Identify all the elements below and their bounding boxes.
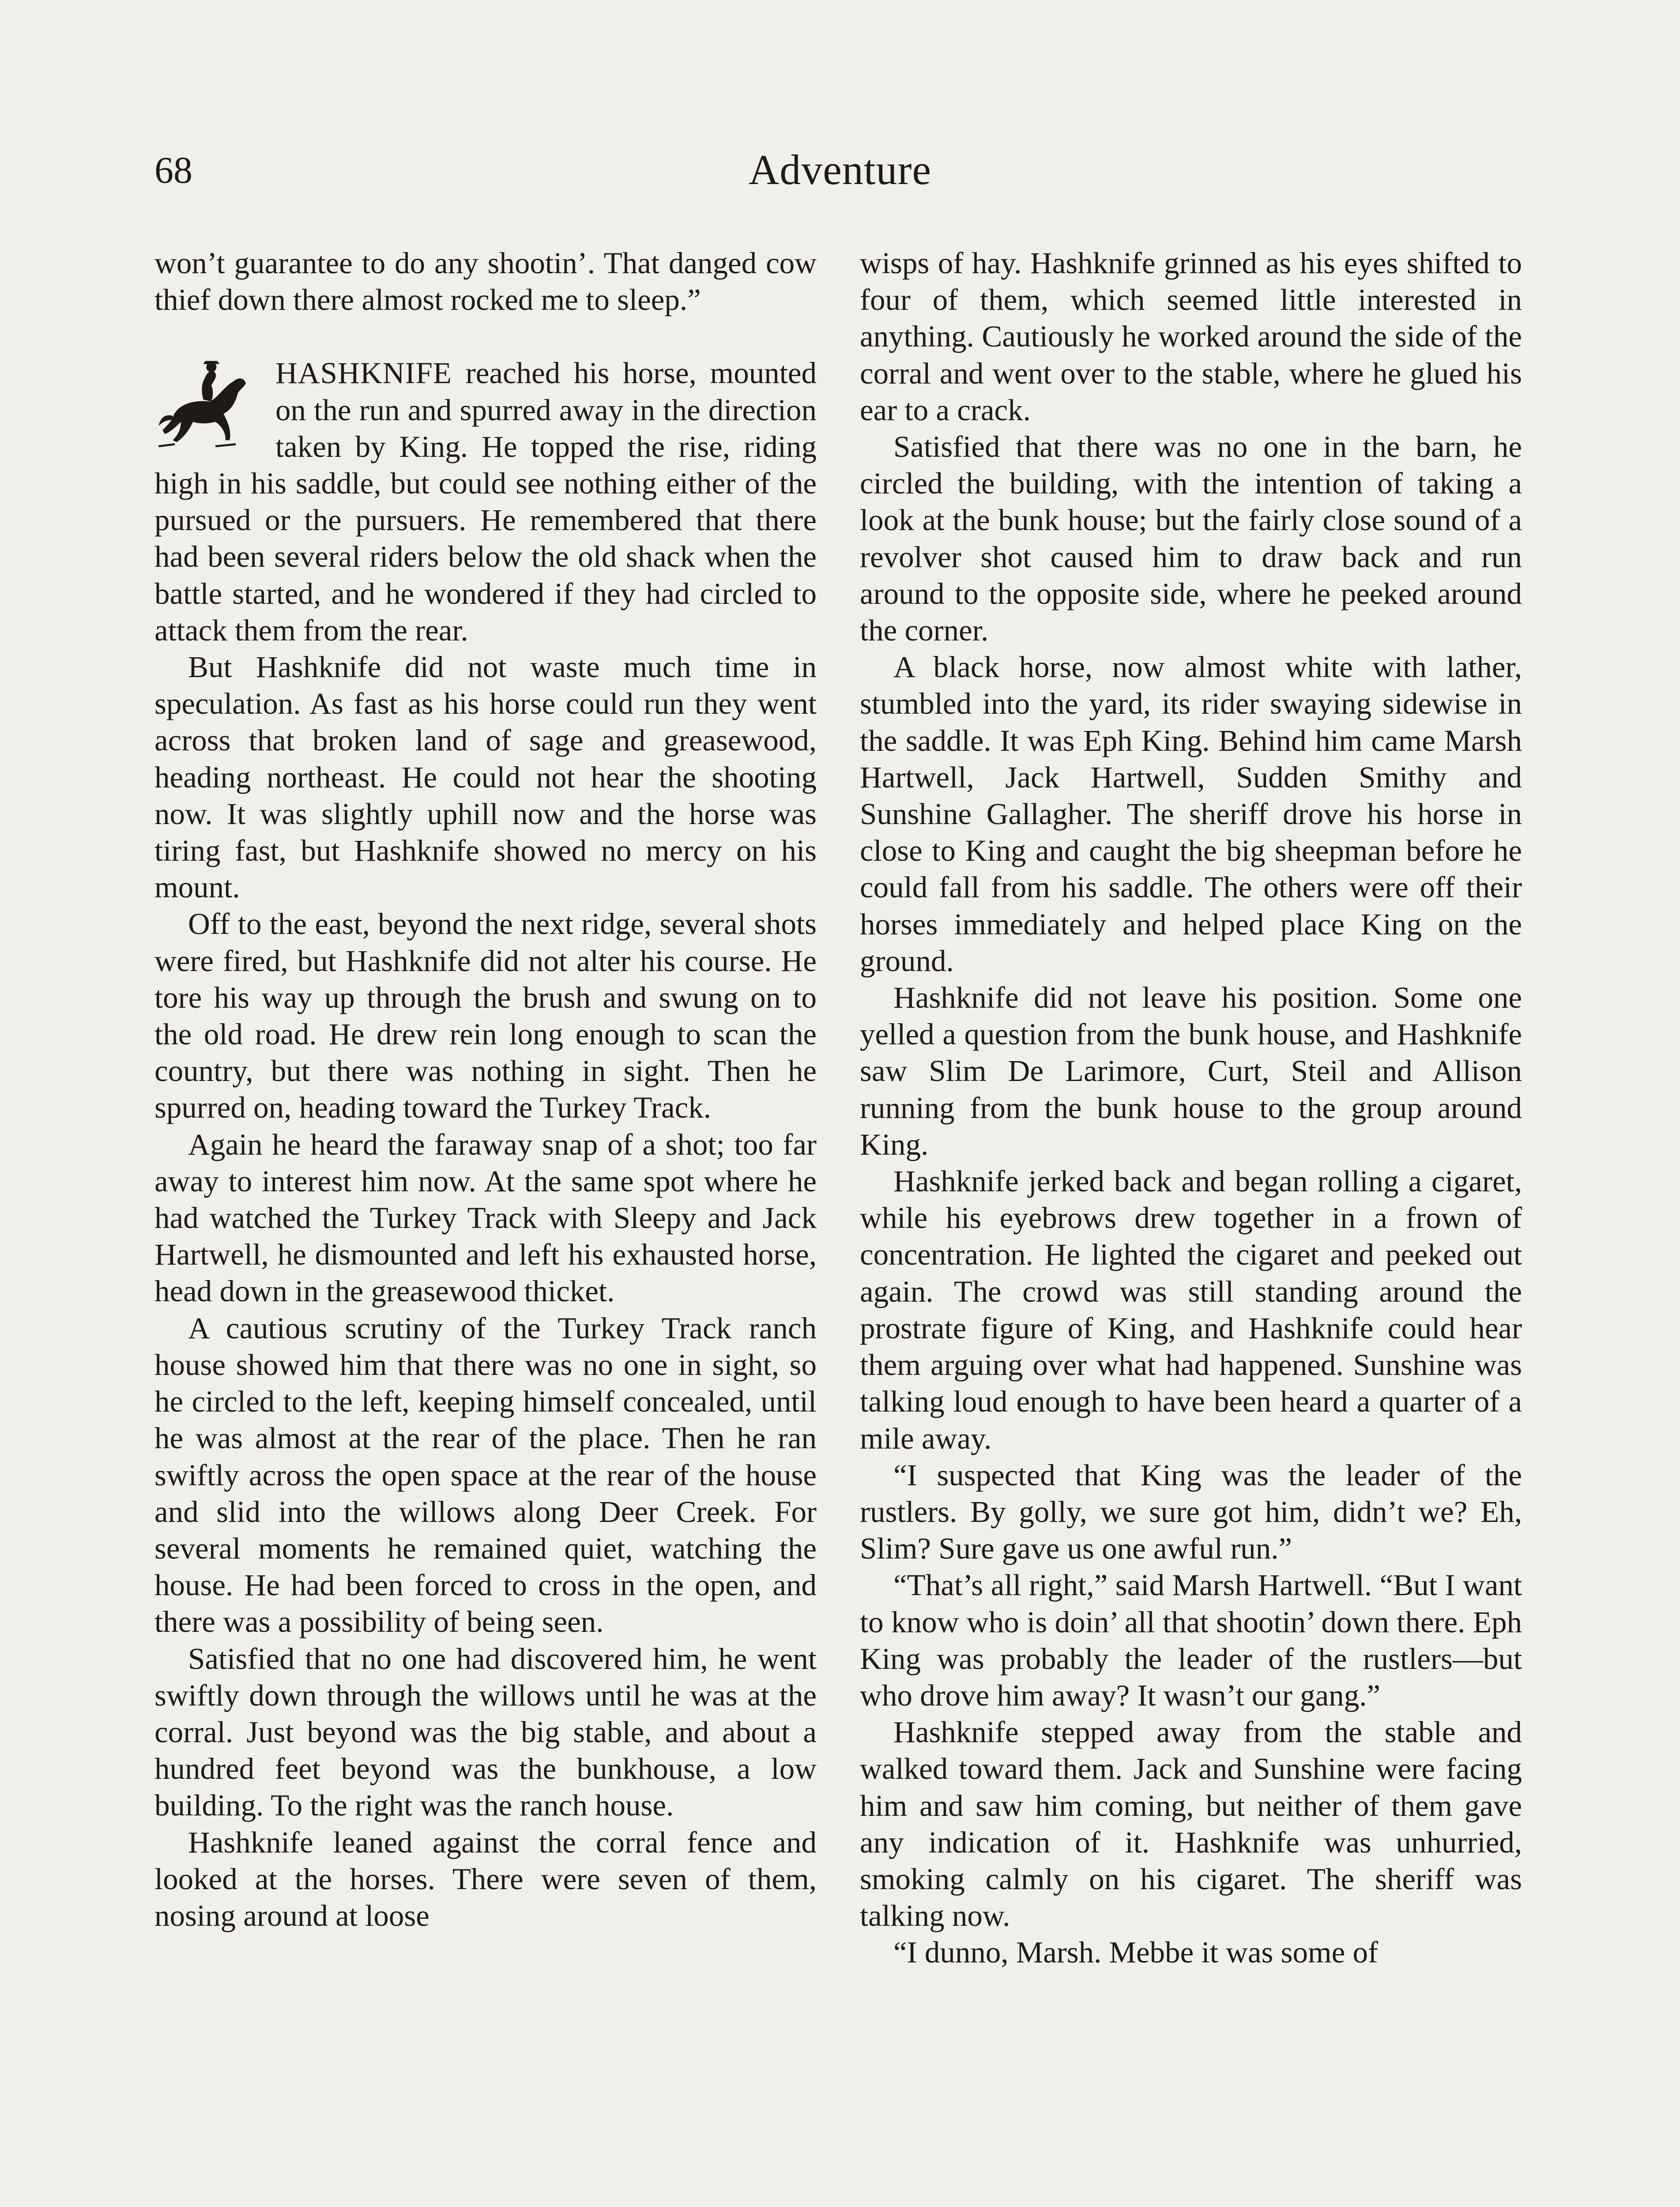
paragraph-text: reached his horse, mounted on the run and spurred away in the direction taken by King. He topped the rise, riding high in his saddle, but could see nothing either of the pursued or the pursuers. He remembered that there had been several riders below the old shack when the battle started, and he wondered if they had circled to attack them from the rear. bbox=[154, 356, 817, 647]
paragraph: won’t guarantee to do any shootin’. That danged cow thief down there almost rocked me to sleep.” bbox=[154, 246, 817, 317]
right-column bbox=[860, 245, 1522, 1971]
paragraph: Again he heard the faraway snap of a shot; too far away to interest him now. At the same spot where he had watched the Turkey Track with Sleepy and Jack Hartwell, he dismounted and left his exhausted horse, head down in the greasewood thicket. bbox=[154, 1127, 817, 1308]
page-number: 68 bbox=[154, 149, 192, 191]
paragraph: Hashknife jerked back and began rolling a cigaret, while his eyebrows drew together in a frown of concentration. He lighted the cigaret and peeked out again. The crowd was still standing around the prostrate figure of King, and Hashknife could hear them arguing over what had happened. Sunshine was talking loud enough to have been heard a quarter of a mile away. bbox=[860, 1164, 1522, 1455]
paragraph: But Hashknife did not waste much time in speculation. As fast as his horse could run they went across that broken land of sage and greasewood, heading northeast. He could not hear the shooting now. It was slightly uphill now and the horse was tiring fast, but Hashknife showed no mercy on his mount. bbox=[154, 650, 817, 904]
running-header bbox=[154, 146, 1526, 207]
paragraph: A cautious scrutiny of the Turkey Track ranch house showed him that there was no one in sight, so he circled to the left, keeping himself concealed, until he was almost at the rear of the place. Then he ran swiftly across the open space at the rear of the house and slid into the willows along Deer Creek. For several moments he remained quiet, watching the house. He had been forced to cross in the open, and there was a possibility of being seen. bbox=[154, 1311, 817, 1639]
left-column bbox=[154, 245, 817, 1934]
horse-and-rider-vignette-icon bbox=[154, 355, 256, 456]
paragraph: “That’s all right,” said Marsh Hartwell. “But I want to know who is doin’ all that shootin’ down there. Eph King was probably the leader of the rustlers—but who drove him away? It wasn’t our gang.” bbox=[860, 1568, 1522, 1712]
paragraph: Hashknife leaned against the corral fence and looked at the horses. There were seven of them, nosing around at loose bbox=[154, 1825, 817, 1932]
lead-word: HASHKNIFE bbox=[275, 356, 452, 390]
paragraph: Satisfied that there was no one in the barn, he circled the building, with the intention of taking a look at the bunk house; but the fairly close sound of a revolver shot caused him to draw back and run around to the opposite side, where he peeked around the corner. bbox=[860, 430, 1522, 648]
section-start bbox=[154, 355, 817, 649]
paragraph: Satisfied that no one had discovered him, he went swiftly down through the willows until he was at the corral. Just beyond was the big stable, and about a hundred feet beyond was the bunkhouse, a low building. To the right was the ranch house. bbox=[154, 1642, 817, 1823]
paragraph: Off to the east, beyond the next ridge, several shots were fired, but Hashknife did not alter his course. He tore his way up through the brush and swung on to the old road. He drew rein long enough to scan the country, but there was nothing in sight. Then he spurred on, heading toward the Turkey Track. bbox=[154, 907, 817, 1125]
paragraph: A black horse, now almost white with lather, stumbled into the yard, its rider swaying sidewise in the saddle. It was Eph King. Behind him came Marsh Hartwell, Jack Hartwell, Sudden Smithy and Sunshine Gallagher. The sheriff drove his horse in close to King and caught the big sheepman before he could fall from his saddle. The others were off their horses immediately and helped place King on the ground. bbox=[860, 650, 1522, 978]
paragraph: Hashknife did not leave his position. Some one yelled a question from the bunk house, and Hashknife saw Slim De Larimore, Curt, Steil and Allison running from the bunk house to the group around King. bbox=[860, 981, 1522, 1161]
paragraph: “I dunno, Marsh. Mebbe it was some of bbox=[893, 1936, 1379, 1970]
magazine-title: Adventure bbox=[748, 146, 932, 193]
paragraph: Hashknife stepped away from the stable and walked toward them. Jack and Sunshine were facing him and saw him coming, but neither of them gave any indication of it. Hashknife was unhurried, smoking calmly on his cigaret. The sheriff was talking now. bbox=[860, 1715, 1522, 1933]
paragraph: wisps of hay. Hashknife grinned as his eyes shifted to four of them, which seemed little interested in anything. Cautiously he worked around the side of the corral and went over to the stable, where he glued his ear to a crack. bbox=[860, 246, 1522, 427]
paragraph: “I suspected that King was the leader of the rustlers. By golly, we sure got him, didn’t we? Eh, Slim? Sure gave us one awful run.” bbox=[860, 1458, 1522, 1566]
